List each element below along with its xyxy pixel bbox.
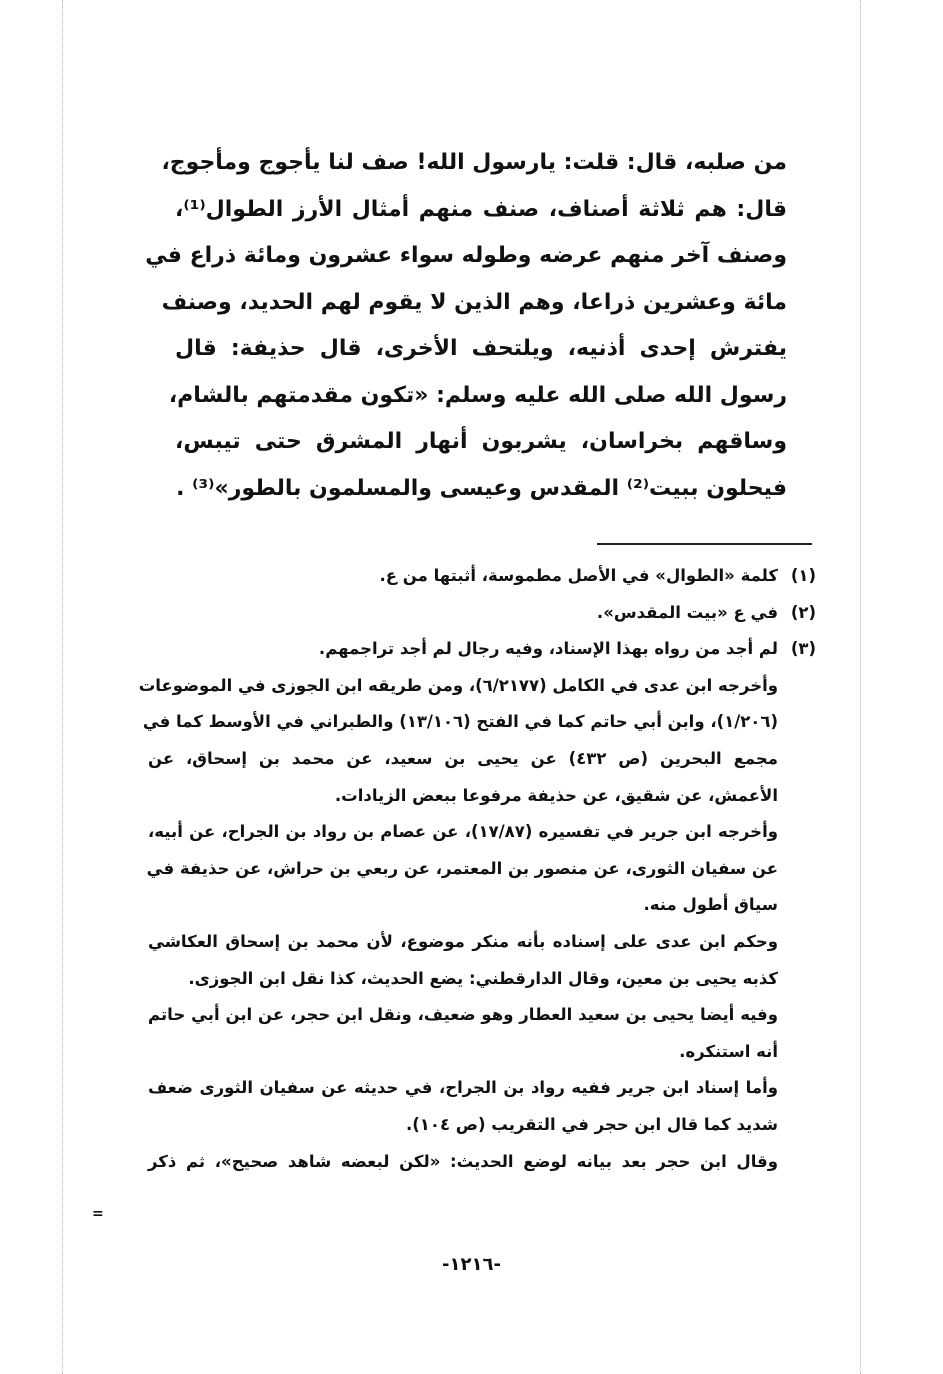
- body-line: وساقهم بخراسان، يشربون أنهار المشرق حتى تيبس،: [175, 429, 787, 454]
- footnote-note-line: مجمع البحرين (ص ٤٣٢) عن يحيى بن سعيد، عن محمد بن إسحاق، عن: [148, 748, 779, 768]
- footnote-note-line: وأخرجه ابن جرير في تفسيره (١٧/٨٧)، عن عصام بن رواد بن الجراح، عن أبيه،: [148, 822, 778, 842]
- body-line: وصنف آخر منهم عرضه وطوله سواء عشرون ومائة ذراع في: [145, 243, 787, 268]
- footnote-item: [148, 558, 816, 595]
- footnote-note-line: كذبه يحيى بن معين، وقال الدارقطني: يضع الحديث، كذا نقل ابن الجوزى.: [188, 968, 778, 988]
- footnote-note-line: عن سفيان الثورى، عن منصور بن المعتمر، عن ربعي بن حراش، عن حذيفة في: [146, 858, 778, 878]
- scan-dotted-margin: [62, 0, 63, 1374]
- body-paragraph: [145, 140, 787, 512]
- footnote-note-line: وأخرجه ابن عدى في الكامل (٦/٢١٧٧)، ومن طريقه ابن الجوزى في الموضوعات: [138, 675, 778, 695]
- footnote-note-line: وحكم ابن عدى على إسناده بأنه منكر موضوع، لأن محمد بن إسحاق العكاشي: [148, 931, 778, 951]
- footnote-number: (١): [790, 566, 816, 585]
- footnote-note-line: وأما إسناد ابن جرير ففيه رواد بن الجراح، في حديثه عن سفيان الثورى ضعف: [148, 1078, 778, 1098]
- scan-dotted-margin: [860, 0, 861, 1374]
- footnote-separator: [597, 543, 812, 545]
- footnote-list: [148, 558, 816, 668]
- footnote-text: كلمة «الطوال» في الأصل مطموسة، أثبتها من ع.: [379, 566, 778, 585]
- main-text: [145, 140, 787, 512]
- footnote-note-line: أنه استنكره.: [679, 1041, 778, 1061]
- footnote-notes: [138, 668, 816, 1180]
- footnotes: [138, 558, 816, 1180]
- footnote-number: (٣): [790, 639, 816, 659]
- footnote-note-line: (١/٢٠٦)، وابن أبي حاتم كما في الفتح (١٣/١٠٦) والطبراني في الأوسط كما في: [142, 712, 778, 732]
- body-line: رسول الله صلى الله عليه وسلم: «تكون مقدمتهم بالشام،: [168, 382, 787, 408]
- continuation-mark: =: [92, 1206, 104, 1222]
- footnote-number: (٢): [790, 602, 816, 622]
- footnote-item: [148, 631, 816, 668]
- footnote-text: في ع «بيت المقدس».: [596, 602, 778, 622]
- footnote-item: [148, 595, 816, 632]
- body-line: مائة وعشرين ذراعا، وهم الذين لا يقوم لهم الحديد، وصنف: [161, 289, 787, 315]
- body-line: قال: هم ثلاثة أصناف، صنف منهم أمثال الأرز الطوال⁽¹⁾،: [175, 196, 787, 222]
- footnote-note-line: وقال ابن حجر بعد بيانه لوضع الحديث: «لكن لبعضه شاهد صحيح»، ثم ذكر: [148, 1151, 778, 1171]
- page-number: -١٢١٦-: [442, 1254, 501, 1275]
- body-line: من صلبه، قال: قلت: يارسول الله! صف لنا يأجوج ومأجوج،: [161, 150, 787, 175]
- footnote-note-line: سياق أطول منه.: [643, 895, 778, 915]
- footnote-text: لم أجد من رواه بهذا الإسناد، وفيه رجال لم أجد تراجمهم.: [318, 639, 778, 659]
- body-line: يفترش إحدى أذنيه، ويلتحف الأخرى، قال حذيفة: قال: [175, 336, 787, 361]
- footnote-note-line: الأعمش، عن شقيق، عن حذيفة مرفوعا ببعض الزيادات.: [334, 785, 778, 805]
- footnote-note-line: شديد كما قال ابن حجر في التقريب (ص ١٠٤).: [405, 1114, 778, 1134]
- body-line: فيحلون ببيت⁽²⁾ المقدس وعيسى والمسلمون بالطور»⁽³⁾ .: [176, 475, 787, 501]
- footnote-note-line: وفيه أيضا يحيى بن سعيد العطار وهو ضعيف، ونقل ابن حجر، عن ابن أبي حاتم: [148, 1005, 778, 1025]
